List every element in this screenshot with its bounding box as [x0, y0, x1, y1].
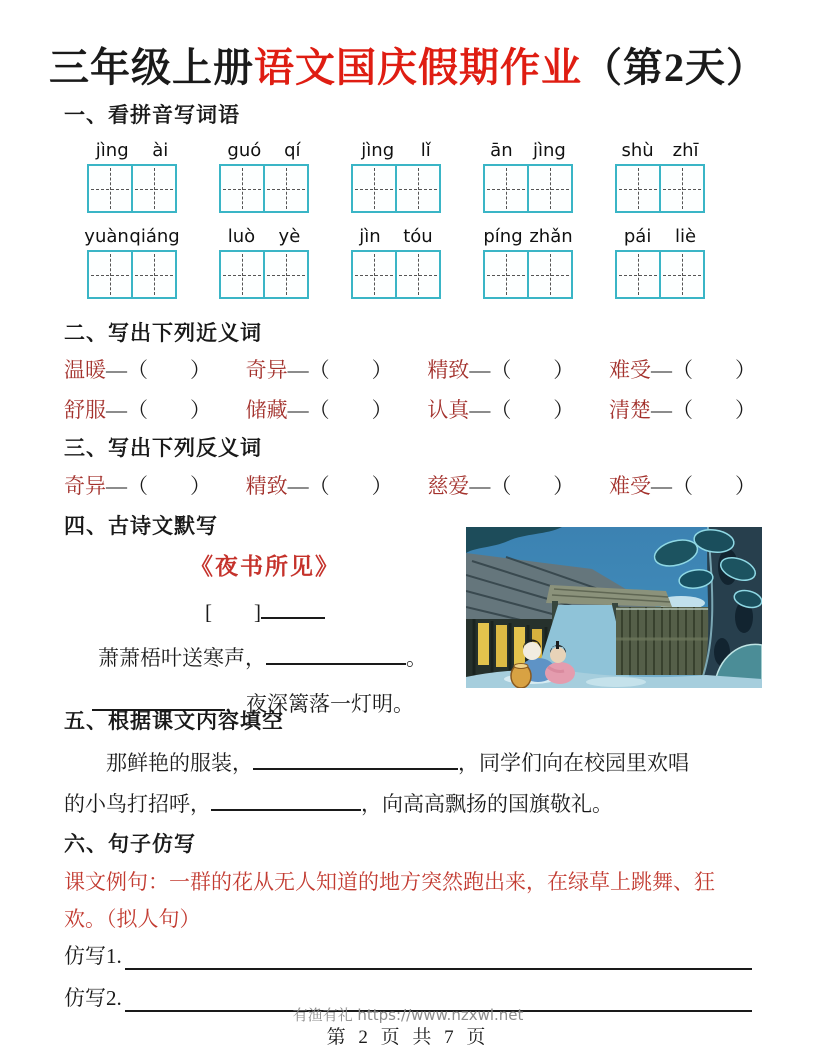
title-grade: 三年级上册 — [49, 45, 254, 90]
fill-blank-2 — [211, 787, 361, 811]
poem-author-line — [64, 595, 466, 626]
pinyin-label: luò yè — [227, 226, 301, 247]
writing-cell — [527, 252, 571, 297]
synonym-row-1 — [64, 354, 756, 384]
word-blank-item: 慈爱—（ ） — [427, 474, 575, 498]
writing-cell — [395, 166, 439, 211]
poem-line-2: ，夜深篱落一灯明。 — [64, 687, 466, 718]
word-blank-item: 难受—（ ） — [608, 474, 756, 498]
word-blank-item: 奇异—（ ） — [64, 474, 211, 498]
writing-grid — [87, 250, 177, 299]
dynasty-bracket: [ ] — [205, 600, 261, 625]
writing-grid — [483, 164, 573, 213]
imitate-blank-1 — [125, 968, 752, 970]
writing-cell — [131, 166, 175, 211]
word-blank-item: 认真—（ ） — [427, 398, 575, 422]
watermark: 有渔有礼 https://www.nzxwl.net — [292, 1006, 524, 1024]
pinyin-group — [348, 140, 444, 213]
writing-cell — [485, 166, 527, 211]
cricket-jar — [511, 664, 531, 689]
pinyin-group — [216, 226, 312, 299]
writing-cell — [263, 252, 307, 297]
pinyin-label: jìng ài — [95, 140, 169, 161]
writing-grid — [351, 250, 441, 299]
word-blank-item: 温暖—（ ） — [64, 358, 211, 382]
writing-cell — [89, 252, 131, 297]
poem-block — [64, 548, 466, 718]
poem-title: 《夜书所见》 — [190, 554, 340, 579]
pinyin-label: yuàn qiáng — [84, 226, 180, 247]
section3-heading: 三、写出下列反义词 — [64, 436, 262, 460]
writing-grid — [219, 250, 309, 299]
writing-cell — [89, 166, 131, 211]
writing-cell — [659, 252, 703, 297]
pinyin-group — [480, 140, 576, 213]
pinyin-label: guó qí — [227, 140, 301, 161]
word-blank-item: 清楚—（ ） — [608, 398, 756, 422]
page-number: 第 2 页 共 7 页 — [326, 1027, 490, 1048]
word-blank-item: 储藏—（ ） — [245, 398, 393, 422]
example-sentence: 课文例句：一群的花从无人知道的地方突然跑出来，在绿草上跳舞、狂欢。（拟人句） — [64, 870, 715, 931]
section1-heading: 一、看拼音写词语 — [64, 103, 240, 127]
writing-cell — [485, 252, 527, 297]
pinyin-row-2 — [84, 226, 708, 299]
author-blank — [261, 595, 325, 619]
writing-cell — [131, 252, 175, 297]
pinyin-group — [348, 226, 444, 299]
pinyin-group — [612, 226, 708, 299]
word-blank-item: 精致—（ ） — [245, 474, 393, 498]
pinyin-label: shù zhī — [621, 140, 699, 161]
poem-blank-1 — [266, 641, 406, 665]
synonym-row-2 — [64, 394, 756, 424]
antonym-row — [64, 470, 756, 500]
section5-heading: 五、根据课文内容填空 — [64, 709, 284, 733]
pinyin-group — [480, 226, 576, 299]
title-day: （第2天） — [582, 45, 767, 90]
night-scene-illustration — [466, 527, 762, 688]
section2-heading: 二、写出下列近义词 — [64, 321, 262, 345]
pinyin-group — [216, 140, 312, 213]
word-blank-item: 舒服—（ ） — [64, 398, 211, 422]
word-blank-item: 难受—（ ） — [608, 358, 756, 382]
fill-blank-1 — [253, 746, 458, 770]
pinyin-label: ān jìng — [490, 140, 566, 161]
imitate-label-1: 仿写1. — [64, 944, 122, 968]
writing-cell — [353, 166, 395, 211]
fill-line-2: 的小鸟打招呼， ，向高高飘扬的国旗敬礼。 — [64, 787, 613, 818]
writing-grid — [87, 164, 177, 213]
writing-cell — [527, 166, 571, 211]
pinyin-row-1 — [84, 140, 708, 213]
writing-cell — [617, 166, 659, 211]
imitate-line-1 — [64, 940, 752, 970]
writing-cell — [353, 252, 395, 297]
writing-cell — [221, 166, 263, 211]
page-title — [0, 36, 816, 93]
writing-grid — [615, 250, 705, 299]
poem-line-1: 萧萧梧叶送寒声， 。 — [64, 641, 466, 672]
writing-grid — [351, 164, 441, 213]
word-blank-item: 奇异—（ ） — [245, 358, 393, 382]
writing-grid — [219, 164, 309, 213]
writing-grid — [483, 250, 573, 299]
writing-cell — [395, 252, 439, 297]
writing-cell — [221, 252, 263, 297]
word-blank-item: 精致—（ ） — [427, 358, 575, 382]
poem-illustration — [466, 527, 762, 688]
writing-cell — [263, 166, 307, 211]
pinyin-label: jìng lǐ — [361, 140, 431, 161]
pinyin-label: jìn tóu — [359, 226, 433, 247]
pinyin-group — [612, 140, 708, 213]
imitate-label-2: 仿写2. — [64, 986, 122, 1010]
pinyin-group — [84, 140, 180, 213]
title-subject: 语文国庆假期作业 — [254, 45, 582, 90]
pinyin-label: píng zhǎn — [483, 226, 573, 247]
section6-heading: 六、句子仿写 — [64, 832, 196, 856]
section4-heading: 四、古诗文默写 — [64, 514, 218, 538]
pinyin-label: pái liè — [623, 226, 697, 247]
writing-cell — [617, 252, 659, 297]
writing-grid — [615, 164, 705, 213]
fill-line-1: 那鲜艳的服装， ，同学们向在校园里欢唱 — [64, 746, 689, 777]
writing-cell — [659, 166, 703, 211]
pinyin-group — [84, 226, 180, 299]
